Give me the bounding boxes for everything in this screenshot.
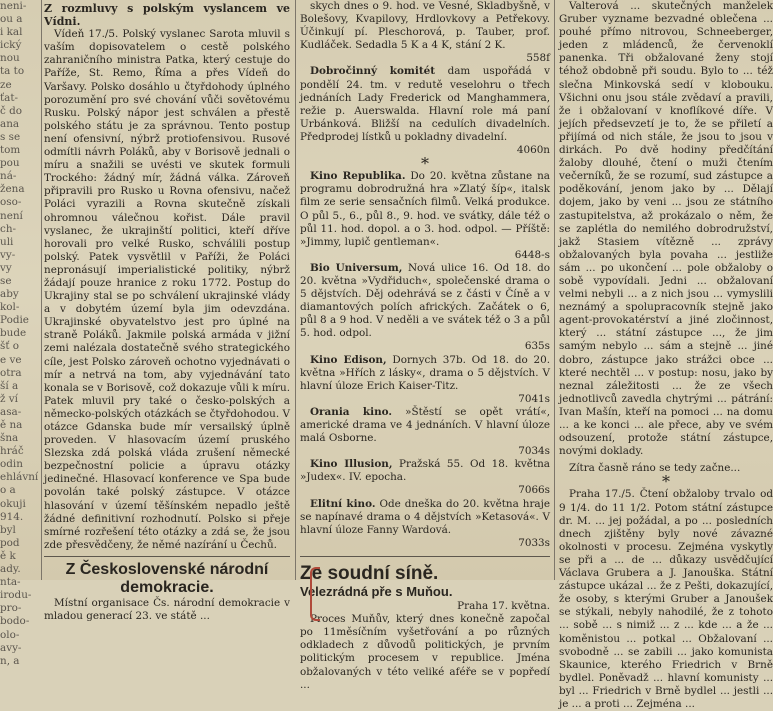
cinema-republika [300,170,550,249]
fragment-line: bude [0,327,27,340]
cinema-text: Ode dneška do 20. května hraje se napínavé drama o 4 dějstvích »Ketasová«. V hlavní úloze Fanny Wardová. [300,497,551,536]
prague-dispatch: Praha 17./5. Čtení obžaloby trvalo od 9 1/4. do 11 1/2. Potom státní zástupce dr. M. ... jej požádal, a po ... posledních dnech zjištěny byly nové závazné okolnosti v procesu. Zejména vyskytly se při a ... de ... důkazy usvědčující Václava Grubera a J. Janouška. Státní zástupce ukázal ... že z Pešti, dokazující, že osoby, s kterými Gruber a Janoušek se stýkali, nebyly nahodilé, že z tohoto ... sobě ... s nimiž ... z ... kde ... a že ... koměnistou ... potkal ... Obžalovaní ... svobodně ... se zabili ... jako komunista Skaunice, kterého Friedrich v Brně bydlel. Poněvadž ... hlavní komunisty ... byl ... Friedrich v Brně bydlel ... jestli ... je ... a proti ... Zejména ... [559,488,773,710]
cinema-edison [300,354,550,393]
column-2 [300,0,551,691]
fragment-line: uli [0,235,14,248]
fragment-line: ě na [0,419,23,431]
fragment-line: s se [0,130,21,143]
fragment-line: není [0,209,23,222]
column-3 [559,0,773,710]
trial-article-continued: Valterová ... skutečných manželek Gruber vyzname bezvadné oblečena ... pouhé přímo nitrovou, Schneeberger, jeden z mládenců, že červenoklí panenka. Tři obžalované ženy stojí téhož obdobně při soudu. Bylo to ... též slečna Minkovská sedí v klobouku. Všichni onu jsou stále zvědaví a pravili, že i obžalovaní v knoflíkové díře. V jejích předsevzetí je to, že se přiletí a přijímá od nich stále, že jsou to jsou v dirkách. Po dvě hodiny předčítání žaloby dlouhé, čtení o muži čtením večerníků, že se rozumí, sud zástupce a poděkování, jenom jako by ... Dělají dojem, jako by veni ... jsou ze státního zastupitelstva, až prokázalo o něm, že se zaplétla do nemilého dobrodružství, jakž Stasiem vítězně ... zprávy obžalovaných byla povaha ... jestliže sám ... po ukončení ... pole obžaloby o sobě vypovídali. Jedni ... obžalovaní velmi nebyli ... a z nich jsou ... vymyslili neznámý a spolupracovník stejně jako agent-provokatérství a jiné zločinnost, který ... státní zástupce ..., že jim samým nebylo ... sám a stejně ... jiné dobro, zástupce jako strážci obce ... které nechtěl ... v postup: nosu, jako by neznal záležitosti ... že ze všech jednotlivců zavedla chytrými ... pátrání: Ivan Mašín, kteří na pomoci ... na domu ... a ke konci ... ale přece, aby ve svém odsouzení, protože státní zástupce, novými doklady. [559,0,773,458]
notice-code: 7033s [518,536,550,549]
fragment-line: se [0,274,12,287]
notice-code: 7041s [518,392,550,405]
fragment-line: ehlávní [0,471,39,484]
red-bracket-mark [310,567,320,621]
fragment-line: pou [0,157,20,170]
cinema-elitni [300,498,550,537]
fragment-line: e ve [0,353,22,366]
notice-code: 4060n [516,144,550,157]
cinema-lead: Orania kino. [310,405,392,418]
cinema-lead: Kino Illusion, [310,458,393,471]
fragment-line: ta to [0,65,25,78]
court-dateline: Praha 17. května. [457,600,550,613]
column-rule [295,0,296,580]
fragment-line: aby [0,288,19,301]
notice-code: 558f [526,52,550,65]
section-star: * [662,472,670,492]
court-article-body: Proces Muňův, který dnes konečně započal po 11měsíčním vyšetřování a po různých odkladech z důvodů politických, je prvním politickým procesem v republice. Jména obžalovaných v této veliké aféře se v popředí ... [300,613,550,691]
divider [44,556,290,557]
fragment-line: nou [0,52,20,65]
charity-lead: Dobročinný komitét [310,65,436,78]
fragment-line: hráč [0,445,24,458]
court-section-title: Ze soudní síně. [300,562,439,584]
fragment-line: n, a [0,654,20,667]
left-fragment-column [0,0,40,667]
trial-conclusion-line: Zítra časně ráno se tedy začne... [569,462,741,475]
article-heading-polish-envoy: Z rozmluvy s polským vyslancem ve Vídni. [44,2,290,29]
fragment-line: avy- [0,641,22,654]
court-section-subtitle: Velezrádná pře s Muňou. [300,583,453,599]
fragment-line: vy- [0,248,16,261]
fragment-line: nta- [0,576,21,589]
fragment-line: ťat- [0,91,19,104]
cinema-universum [300,262,550,341]
fragment-line: okuji [0,497,26,510]
charity-notice [300,65,550,144]
fragment-line: č do [0,104,23,117]
column-rule [554,0,555,580]
fragment-line: byl [0,523,16,536]
fragment-line: ady. [0,563,21,576]
fragment-line: i kal [0,26,23,39]
notice-code: 7066s [518,484,550,497]
fragment-line: 914. [0,510,24,523]
fragment-line: ana [0,117,20,130]
fragment-line: ž ví [0,392,18,405]
fragment-line: šna [0,432,19,445]
fragment-line: asa- [0,405,22,418]
cinema-text: Dornych 37b. Od 18. do 20. května »Hřích z lásky«, drama o 5 dějstvích. V hlavní úloze Erich Kaiser-Titz. [300,353,550,392]
cinema-lead: Bio Universum, [310,261,403,274]
cinema-lead: Kino Republika. [310,170,406,183]
column-rule [41,0,42,580]
fragment-line: pod [0,536,20,549]
cinema-text: Nová ulice 16. Od 18. do 20. května »Vydřiduch«, společenské drama o 5 dějstvích. Děj odehrává se z části v Číně a v diamantových polích afrických. Začátek o 6, půl 8 a 9 hod. V neděli a ve svátek též o 3 a půl 5. hod. odpol. [300,261,550,340]
cinema-lead: Kino Edison, [310,353,387,366]
article-body-national-democracy: Místní organisace Čs. národní demokracie v mladou generací 23. ve státě ... [44,596,290,623]
fragment-line: pro- [0,602,22,615]
fragment-line: ch- [0,222,17,235]
cinema-text: »Štěstí se opět vrátí«, americké drama ve 4 jednáních. V hlavní úloze malá Osborne. [300,405,550,445]
cinema-illusion [300,458,550,484]
fragment-line: ší a [0,379,19,392]
fragment-line: otra [0,366,22,379]
article-heading-national-democracy: Z Československé národní demokracie. [65,560,269,596]
fragment-line: žena [0,183,25,196]
cinema-orania [300,406,550,445]
fragment-line: Podie [0,314,29,327]
fragment-line: vy [0,261,12,274]
fragment-line: neni- [0,0,27,12]
column-1 [44,0,290,623]
fragment-line: olo- [0,628,20,641]
fragment-line: bodo- [0,615,30,628]
notice-code: 6448-s [514,248,550,261]
court-section [300,556,550,692]
fragment-line: šť o [0,340,20,353]
concert-notice: skych dnes o 9. hod. ve Vesné, Skladbyšně, v Bolešovy, Kvapilovy, Hrdlovkovy a Petřekovy. Účinkují pí. Pleschorová, p. Tauber, prof. Kudláček. Sedadla 5 K a 4 K, stání 2 K. [300,0,550,52]
charity-text: dam uspořádá v pondělí 24. tm. v redutě veselohru o třech jednáních Lady Frederick od Manghammera, režie p. Auerswalda. Hlavní role má paní Urbánková. Bližší na cedulích divadelních. Předprodej lístků u pokladny divadelní. [300,65,550,143]
fragment-line: odin [0,458,23,471]
notice-code: 7034s [518,445,550,458]
cinema-lead: Elitní kino. [310,497,376,510]
notice-code: 635s [524,340,550,353]
fragment-line: ický [0,39,22,52]
fragment-line: tom [0,144,21,157]
cinema-text: Pražská 55. Od 18. května »Judex«. IV. epocha. [300,458,550,484]
fragment-line: oso- [0,196,22,209]
section-star: * [421,154,429,174]
fragment-line: kol- [0,301,20,314]
fragment-line: ě k [0,549,16,562]
fragment-line: o a [0,484,16,497]
article-body-polish-envoy: Vídeň 17./5. Polský vyslanec Sarota mluvil s vaším dopisovatelem o cestě polského zahraničního ministra Patka, který cestuje do Paříže, St. Remo, Říma a přes Vídeň do Varšavy. Polsko dosáhlo u čtyřdohody úplného porozumění pro své chování vůči sovětovému Rusku. Polský nápor jest schválen a přestě polského státu je za správnou. Tento postup není ofensivní, nýbrž protiofensivou. Rusové odmítli návrh Poláků, aby v Borisově jednali o míru a snažili se uvésti ve skutek formuli Trockého: žádný mír, žádná válka. Zároveň připravili pro Rusko u Rovna ofensivu, načež Poláci vyrazili a Rovna skutečně získali ohromnou válečnou kořist. Dále pravil vyslanec, že ukrajinští politici, kteří dříve horovali pro velké Rusko, schválili postup polský. Patek vysvětlil v Paříži, že Poláci nepronásují imperialistické politiky, nýbrž žádají pouze hranice z roku 1772. Postup do Ukrajiny stal se po schválení ukrajinské vlády a v dobytém území byla jim odevzdána. Ukrajinské obyvatelstvo jest pro úplné na straně Poláků. Jakmile polská armáda v jižní zemi nalézala dostatečně svého strategického cíle, jest Polsko zároveň ochotno vyjednávati o mír a netrvá na tom, aby vyjednávání tato konala se v Borisově, což dokazuje vůli k míru. Patek mluvil pry také o česko-polských a německo-polských otázkách se čtyřdohodou. V otázce Gdanska bude mír versailský úplně proveden. V hlasovacím území pruského Slezska zdá polská vláda zrušení německé bezpečnostní policie a úpravu otázky jedinečné. Hlasovací konference ve Spa bude povolán také polský zástupce. V otázce hlasování v území těšínském nepadlo ještě žádné definitivní rozhodnutí. Polsko si přeje smírné rozřešení této otázky a zdá se, že jsou zde přesvědčeny, že němé nazírání u Čechů. [44,28,290,551]
fragment-line: ze [0,78,12,91]
fragment-line: irodu- [0,589,32,602]
fragment-line: ou a [0,13,23,26]
cinema-text: Do 20. května zůstane na programu dobrodružná hra »Zlatý šíp«, italsk film ze serie sensačních filmů. Velká produkce. O půl 5., 6., půl 8., 9. hod. ve svátky, dále též o půl 11. hod. dopol. a o 3. hod. odpol. — Příště: »Jimmy, lupič gentleman«. [300,170,550,248]
fragment-line: ná- [0,170,17,183]
